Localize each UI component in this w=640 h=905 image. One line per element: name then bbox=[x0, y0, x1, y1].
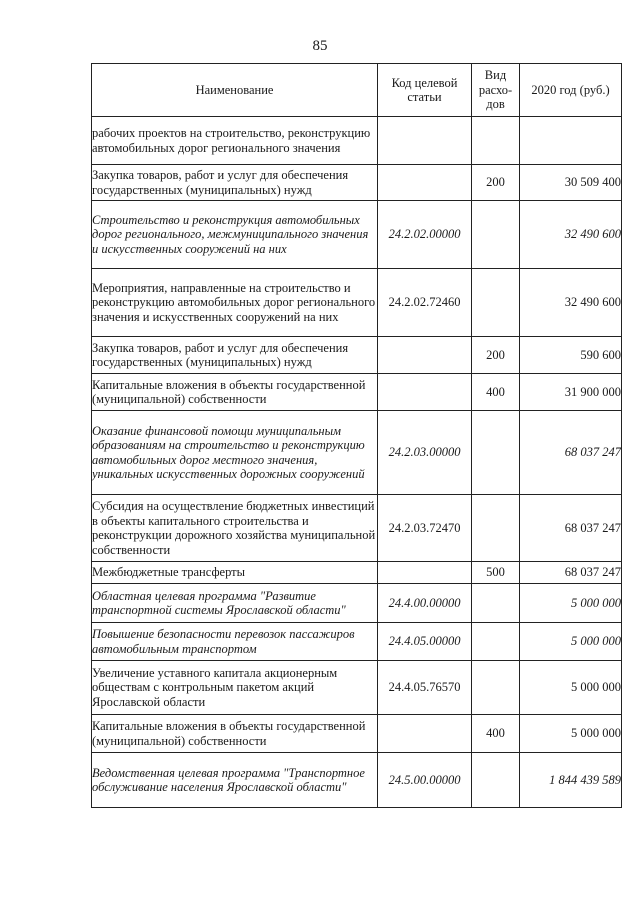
cell-type: 400 bbox=[472, 715, 520, 753]
cell-name: Увеличение уставного капитала акционерным обществам с контрольным пакетом акций Ярославской области bbox=[92, 661, 378, 715]
cell-name: Областная целевая программа "Развитие транспортной системы Ярославской области" bbox=[92, 584, 378, 623]
cell-amount: 5 000 000 bbox=[520, 623, 622, 661]
table-row bbox=[92, 495, 622, 562]
table-row bbox=[92, 374, 622, 411]
table-row bbox=[92, 337, 622, 374]
table-row bbox=[92, 165, 622, 201]
cell-code: 24.2.02.72460 bbox=[378, 269, 472, 337]
cell-name: Межбюджетные трансферты bbox=[92, 562, 378, 584]
cell-type: 200 bbox=[472, 337, 520, 374]
cell-code bbox=[378, 165, 472, 201]
cell-type bbox=[472, 584, 520, 623]
budget-table bbox=[91, 63, 622, 808]
cell-code bbox=[378, 117, 472, 165]
cell-type bbox=[472, 661, 520, 715]
cell-code: 24.5.00.00000 bbox=[378, 753, 472, 808]
table-row bbox=[92, 661, 622, 715]
cell-code bbox=[378, 562, 472, 584]
cell-name: Оказание финансовой помощи муниципальным образованиям на строительство и реконструкцию автомобильных дорог местного значения, уникальных искусственных дорожных сооружений bbox=[92, 411, 378, 495]
cell-amount: 5 000 000 bbox=[520, 584, 622, 623]
table-row bbox=[92, 715, 622, 753]
cell-type bbox=[472, 623, 520, 661]
cell-type bbox=[472, 117, 520, 165]
cell-type bbox=[472, 753, 520, 808]
cell-amount: 30 509 400 bbox=[520, 165, 622, 201]
column-header-type: Вид расхо-дов bbox=[472, 64, 520, 117]
table-header-row bbox=[92, 64, 622, 117]
cell-type bbox=[472, 495, 520, 562]
cell-amount: 32 490 600 bbox=[520, 269, 622, 337]
cell-amount: 5 000 000 bbox=[520, 715, 622, 753]
column-header-code: Код целевой статьи bbox=[378, 64, 472, 117]
cell-type: 200 bbox=[472, 165, 520, 201]
table-row bbox=[92, 623, 622, 661]
page-number: 85 bbox=[312, 38, 328, 54]
table-row bbox=[92, 269, 622, 337]
cell-name: рабочих проектов на строительство, реконструкцию автомобильных дорог регионального значения bbox=[92, 117, 378, 165]
cell-type bbox=[472, 201, 520, 269]
cell-amount: 5 000 000 bbox=[520, 661, 622, 715]
cell-amount: 590 600 bbox=[520, 337, 622, 374]
cell-name: Закупка товаров, работ и услуг для обеспечения государственных (муниципальных) нужд bbox=[92, 337, 378, 374]
cell-amount: 31 900 000 bbox=[520, 374, 622, 411]
cell-code: 24.4.05.00000 bbox=[378, 623, 472, 661]
cell-name: Капитальные вложения в объекты государственной (муниципальной) собственности bbox=[92, 715, 378, 753]
cell-name: Строительство и реконструкция автомобильных дорог регионального, межмуниципального значения и искусственных сооружений на них bbox=[92, 201, 378, 269]
cell-name: Ведомственная целевая программа "Транспортное обслуживание населения Ярославской области" bbox=[92, 753, 378, 808]
cell-code bbox=[378, 337, 472, 374]
cell-amount: 68 037 247 bbox=[520, 562, 622, 584]
table-row bbox=[92, 753, 622, 808]
cell-name: Субсидия на осуществление бюджетных инвестиций в объекты капитального строительства и реконструкции дорожного хозяйства муниципальной собственности bbox=[92, 495, 378, 562]
cell-type bbox=[472, 411, 520, 495]
table-row bbox=[92, 584, 622, 623]
table-row bbox=[92, 201, 622, 269]
cell-amount bbox=[520, 117, 622, 165]
cell-name: Закупка товаров, работ и услуг для обеспечения государственных (муниципальных) нужд bbox=[92, 165, 378, 201]
cell-code: 24.2.03.00000 bbox=[378, 411, 472, 495]
cell-amount: 68 037 247 bbox=[520, 495, 622, 562]
cell-code bbox=[378, 374, 472, 411]
cell-type: 400 bbox=[472, 374, 520, 411]
cell-name: Повышение безопасности перевозок пассажиров автомобильным транспортом bbox=[92, 623, 378, 661]
cell-code: 24.2.03.72470 bbox=[378, 495, 472, 562]
cell-amount: 1 844 439 589 bbox=[520, 753, 622, 808]
cell-type: 500 bbox=[472, 562, 520, 584]
column-header-amount: 2020 год (руб.) bbox=[520, 64, 622, 117]
cell-code: 24.2.02.00000 bbox=[378, 201, 472, 269]
cell-code bbox=[378, 715, 472, 753]
table-row bbox=[92, 411, 622, 495]
cell-type bbox=[472, 269, 520, 337]
cell-amount: 32 490 600 bbox=[520, 201, 622, 269]
table-row bbox=[92, 562, 622, 584]
cell-code: 24.4.00.00000 bbox=[378, 584, 472, 623]
cell-name: Мероприятия, направленные на строительство и реконструкцию автомобильных дорог регионального значения и искусственных сооружений на них bbox=[92, 269, 378, 337]
column-header-name: Наименование bbox=[92, 64, 378, 117]
table-row bbox=[92, 117, 622, 165]
cell-code: 24.4.05.76570 bbox=[378, 661, 472, 715]
cell-amount: 68 037 247 bbox=[520, 411, 622, 495]
cell-name: Капитальные вложения в объекты государственной (муниципальной) собственности bbox=[92, 374, 378, 411]
